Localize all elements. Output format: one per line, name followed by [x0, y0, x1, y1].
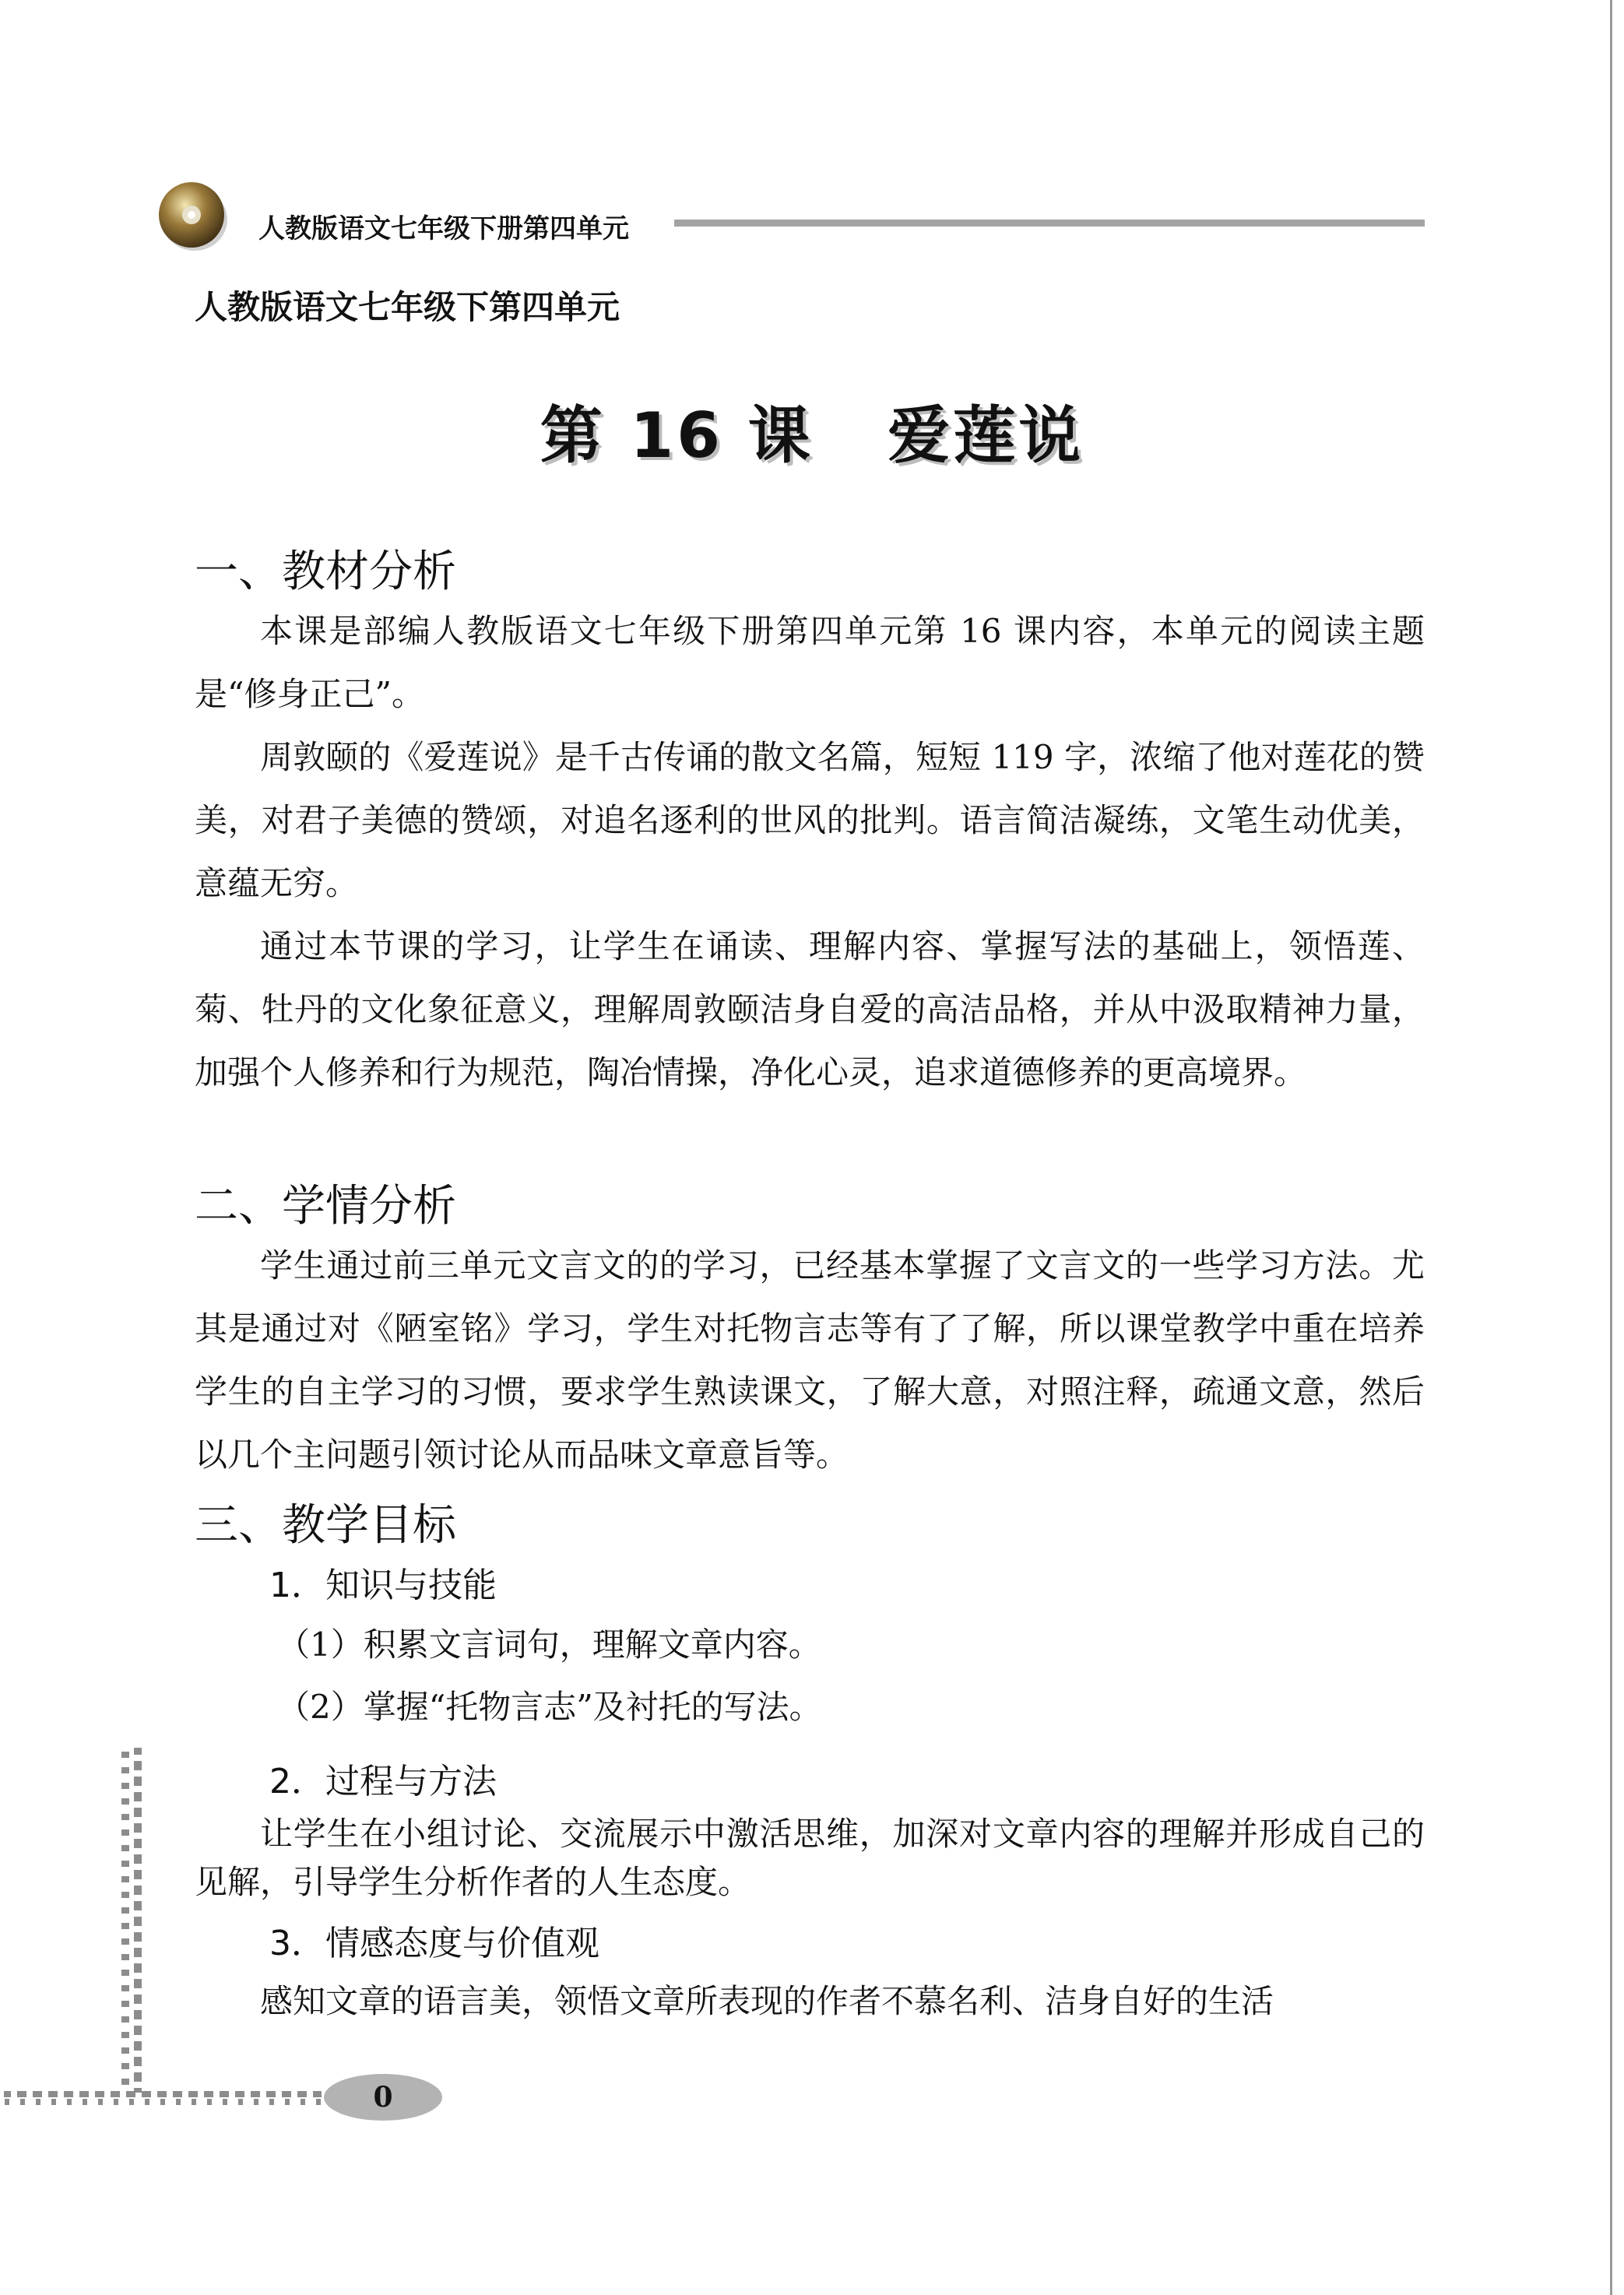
sub-heading-knowledge-skills: 1．知识与技能 [269, 1566, 497, 1605]
goal-item: （2）掌握“托物言志”及衬托的写法。 [277, 1688, 822, 1726]
section-heading-textbook-analysis: 一、教材分析 [195, 547, 456, 597]
unit-subtitle: 人教版语文七年级下第四单元 [195, 288, 620, 326]
goal-item: （1）积累文言词句，理解文章内容。 [277, 1625, 821, 1664]
paragraph: 让学生在小组讨论、交流展示中激活思维，加深对文章内容的理解并形成自己的见解，引导学生分析作者的人生态度。 [195, 1815, 1425, 1901]
section-heading-teaching-goals: 三、教学目标 [195, 1500, 456, 1551]
page-number: 0 [324, 2074, 442, 2121]
section-heading-student-analysis: 二、学情分析 [195, 1181, 456, 1232]
paragraph: 本课是部编人教版语文七年级下册第四单元第 16 课内容，本单元的阅读主题是“修身正己”。 [195, 612, 1425, 713]
paragraph: 周敦颐的《爱莲说》是千古传诵的散文名篇，短短 119 字，浓缩了他对莲花的赞美，对君子美德的赞颂，对追名逐利的世风的批判。语言简洁凝练，文笔生动优美，意蕴无穷。 [195, 738, 1425, 902]
paragraph: 学生通过前三单元文言文的的学习，已经基本掌握了文言文的一些学习方法。尤其是通过对《陋室铭》学习，学生对托物言志等有了了解，所以课堂教学中重在培养学生的自主学习的习惯，要求学生熟读课文，了解大意，对照注释，疏通文意，然后以几个主问题引领讨论从而品味文章意旨等。 [195, 1246, 1425, 1474]
lesson-title: 第 16 课 爱莲说 [540, 399, 1084, 472]
running-head: 人教版语文七年级下册第四单元 [258, 213, 629, 244]
sub-heading-process-method: 2．过程与方法 [269, 1762, 497, 1801]
sub-heading-emotion-values: 3．情感态度与价值观 [269, 1924, 599, 1963]
paragraph: 感知文章的语言美，领悟文章所表现的作者不慕名利、洁身自好的生活 [260, 1982, 1274, 2020]
paragraph: 通过本节课的学习，让学生在诵读、理解内容、掌握写法的基础上，领悟莲、菊、牡丹的文化象征意义，理解周敦颐洁身自爱的高洁品格，并从中汲取精神力量，加强个人修养和行为规范，陶冶情操，净化心灵，追求道德修养的更高境界。 [195, 927, 1425, 1091]
